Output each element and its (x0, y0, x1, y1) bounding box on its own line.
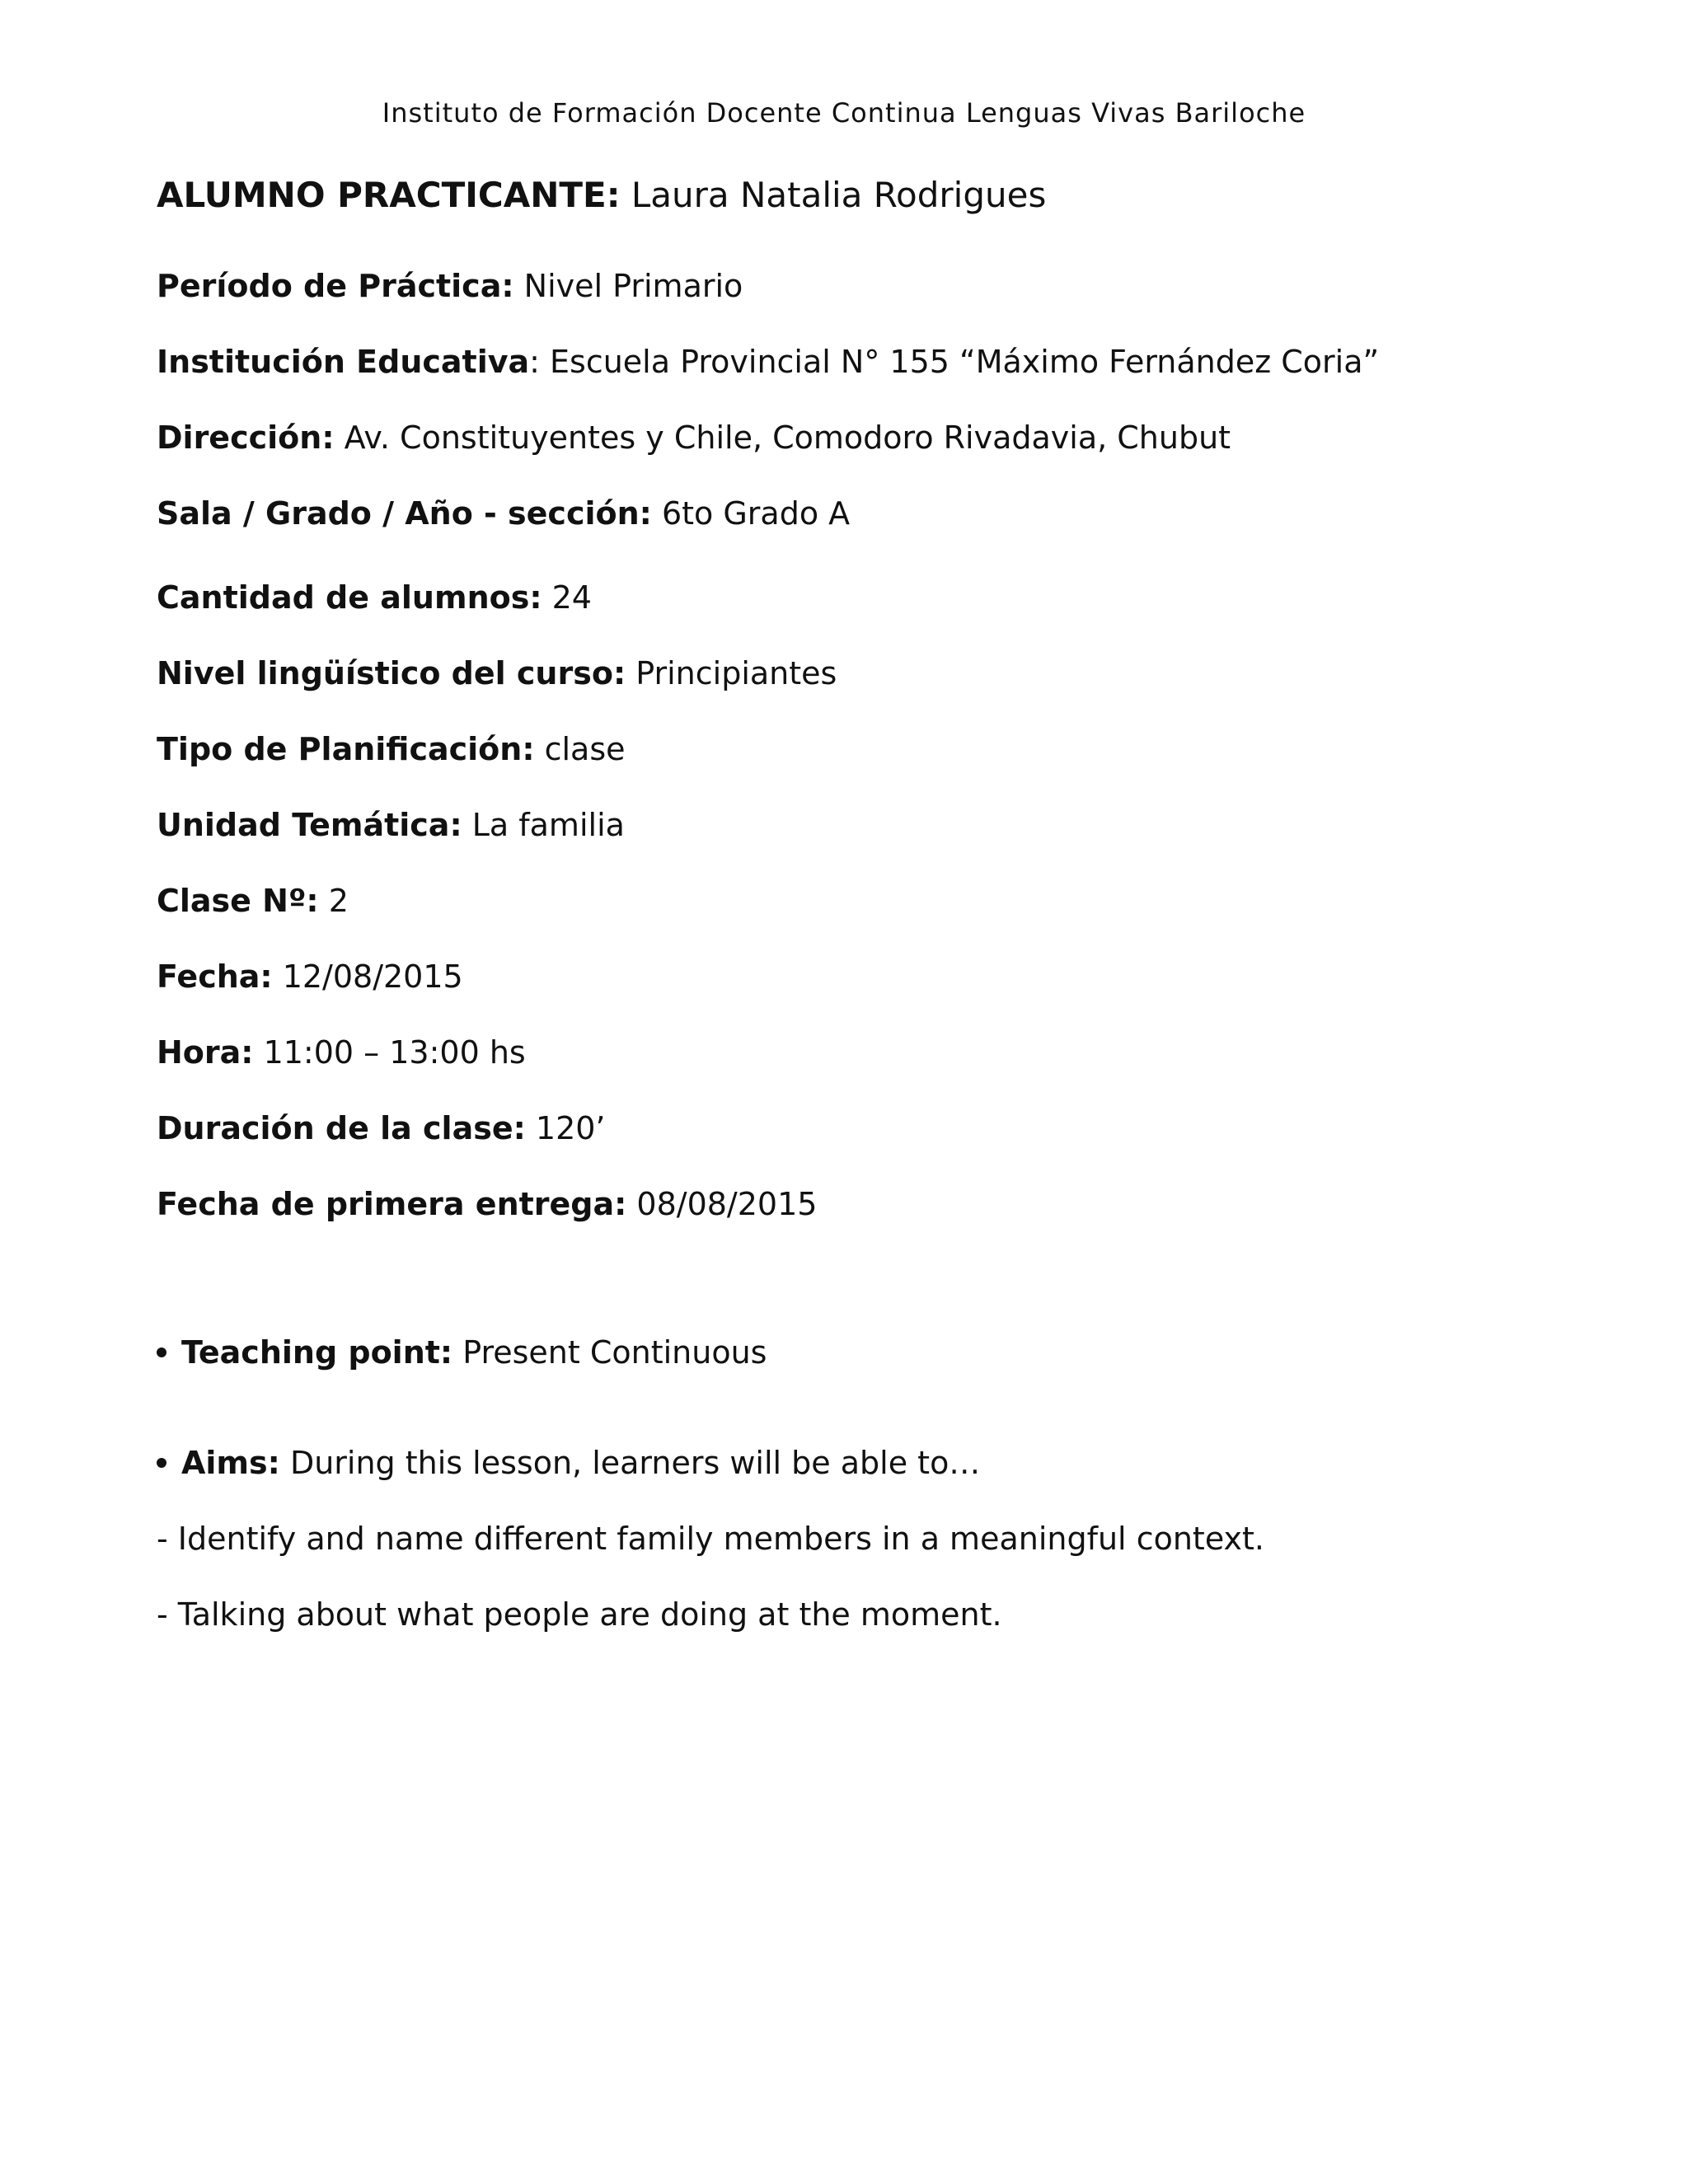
field-duracion (157, 1106, 1558, 1151)
field-label: Nivel lingüístico del curso: (157, 655, 626, 691)
field-label: Sala / Grado / Año - sección: (157, 495, 652, 532)
field-label: Duración de la clase: (157, 1110, 526, 1146)
field-label: Clase Nº: (157, 883, 319, 919)
field-institucion (157, 340, 1558, 384)
field-tipo (157, 727, 1558, 771)
field-label: Institución Educativa (157, 344, 530, 380)
field-label: Fecha: (157, 958, 273, 995)
field-value: 08/08/2015 (626, 1186, 818, 1222)
lesson-plan-body (157, 173, 1558, 1637)
student-label: ALUMNO PRACTICANTE: (157, 175, 621, 215)
field-value: Principiantes (626, 655, 837, 691)
field-label: Tipo de Planificación: (157, 731, 535, 767)
teaching-point-label: Teaching point: (181, 1334, 453, 1371)
field-value: La familia (462, 807, 625, 843)
aim-item: - Identify and name different family members in a meaningful context. (157, 1521, 1264, 1557)
field-label: Dirección: (157, 419, 335, 456)
field-label: Cantidad de alumnos: (157, 579, 542, 616)
field-value: : Escuela Provincial N° 155 “Máximo Fernández Coria” (529, 344, 1380, 380)
field-periodo (157, 264, 1558, 308)
bullet-icon (157, 1347, 166, 1357)
institution-header: Instituto de Formación Docente Continua Lenguas Vivas Bariloche (382, 97, 1306, 129)
teaching-point (157, 1330, 1558, 1375)
aims-intro: During this lesson, learners will be able to… (279, 1445, 981, 1481)
field-value: clase (534, 731, 626, 767)
bullet-icon (157, 1458, 166, 1468)
field-clase (157, 879, 1558, 923)
field-cantidad (157, 575, 1558, 620)
field-fecha (157, 954, 1558, 999)
student-value: Laura Natalia Rodrigues (620, 175, 1047, 215)
aim-item: - Talking about what people are doing at the moment. (157, 1596, 1002, 1633)
field-value: 12/08/2015 (272, 958, 463, 995)
field-direccion (157, 415, 1558, 460)
field-value: 24 (542, 579, 592, 616)
field-label: Hora: (157, 1034, 254, 1071)
field-hora (157, 1030, 1558, 1075)
field-unidad (157, 803, 1558, 847)
field-seccion (157, 491, 1558, 536)
field-value: Nivel Primario (513, 268, 743, 304)
student-field (157, 173, 1558, 218)
field-entrega (157, 1182, 1558, 1226)
field-nivel (157, 651, 1558, 696)
field-value: 11:00 – 13:00 hs (253, 1034, 526, 1071)
field-label: Fecha de primera entrega: (157, 1186, 627, 1222)
field-label: Período de Práctica: (157, 268, 514, 304)
aims (157, 1441, 1558, 1485)
field-label: Unidad Temática: (157, 807, 462, 843)
field-value: 6to Grado A (651, 495, 851, 532)
field-value: Av. Constituyentes y Chile, Comodoro Rivadavia, Chubut (334, 419, 1231, 456)
field-value: 120’ (525, 1110, 606, 1146)
aims-label: Aims: (181, 1445, 280, 1481)
field-value: 2 (318, 883, 349, 919)
teaching-point-value: Present Continuous (452, 1334, 767, 1371)
